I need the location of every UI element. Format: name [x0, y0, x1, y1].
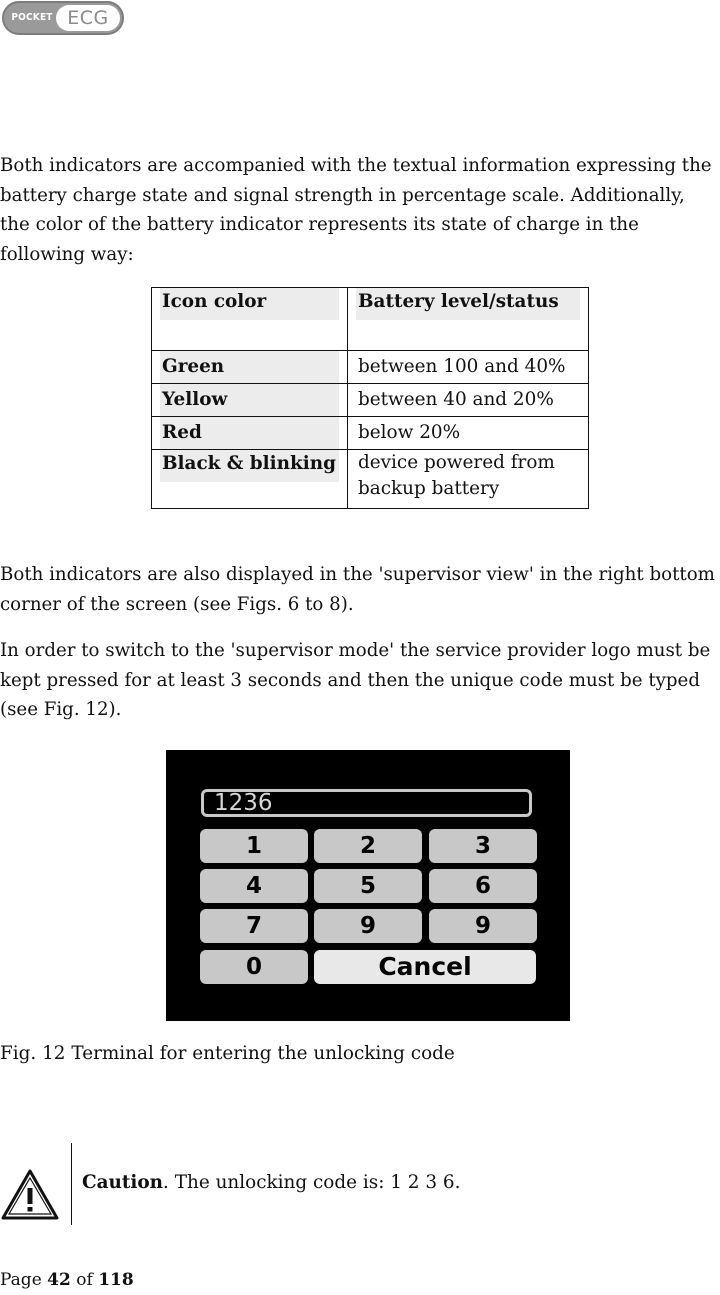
table-cell-level: between 40 and 20%	[348, 384, 589, 417]
table-header-icon-color: Icon color	[152, 288, 348, 351]
key-1[interactable]: 1	[200, 829, 308, 863]
table-row	[152, 351, 589, 384]
table-cell-color: Red	[160, 417, 339, 449]
pocket-ecg-logo	[2, 1, 124, 35]
logo-ecg-text: ECG	[56, 5, 120, 31]
key-7[interactable]: 7	[200, 909, 308, 943]
cancel-button[interactable]: Cancel	[314, 950, 536, 984]
caution-text: . The unlocking code is: 1 2 3 6.	[163, 1172, 461, 1193]
supervisor-view-paragraph: Both indicators are also displayed in the 'supervisor view' in the right bottom corner of the screen (see Figs. 6 to 8).	[0, 564, 715, 615]
caution-divider	[71, 1143, 72, 1225]
key-2[interactable]: 2	[314, 829, 422, 863]
unlock-terminal-figure	[166, 750, 570, 1021]
table-cell-color: Green	[160, 351, 339, 383]
figure-caption: Fig. 12 Terminal for entering the unlocking code	[0, 1043, 455, 1064]
intro-paragraph: Both indicators are accompanied with the textual information expressing the battery charge state and signal strength in percentage scale. Additionally, the color of the battery indicator represents its state of charge in the following way:	[0, 155, 712, 265]
key-9-right[interactable]: 9	[429, 909, 537, 943]
key-0[interactable]: 0	[200, 950, 308, 984]
page-number: 42	[47, 1270, 71, 1290]
page-total: 118	[98, 1270, 134, 1290]
table-row	[152, 450, 589, 509]
table-cell-level: below 20%	[348, 417, 589, 450]
supervisor-mode-paragraph: In order to switch to the 'supervisor mode' the service provider logo must be kept pressed for at least 3 seconds and then the unique code must be typed (see Fig. 12).	[0, 640, 711, 720]
page-footer	[0, 1268, 134, 1292]
table-cell-level: device powered from backup battery	[348, 450, 589, 509]
table-row	[152, 384, 589, 417]
caution-note	[82, 1169, 460, 1197]
table-row	[152, 417, 589, 450]
logo-pocket-text: POCKET	[11, 12, 53, 23]
code-display: 1236	[201, 789, 532, 817]
page-of: of	[70, 1270, 99, 1290]
warning-triangle-icon	[0, 1143, 72, 1225]
table-cell-level: between 100 and 40%	[348, 351, 589, 384]
key-6[interactable]: 6	[429, 869, 537, 903]
page-prefix: Page	[0, 1270, 48, 1290]
table-cell-color: Black & blinking	[160, 450, 339, 482]
key-3[interactable]: 3	[429, 829, 537, 863]
caution-label: Caution	[82, 1172, 164, 1193]
key-9-middle[interactable]: 9	[314, 909, 422, 943]
table-header-battery-level: Battery level/status	[348, 288, 589, 351]
battery-level-table	[151, 287, 589, 509]
key-5[interactable]: 5	[314, 869, 422, 903]
table-cell-color: Yellow	[160, 384, 339, 416]
key-4[interactable]: 4	[200, 869, 308, 903]
